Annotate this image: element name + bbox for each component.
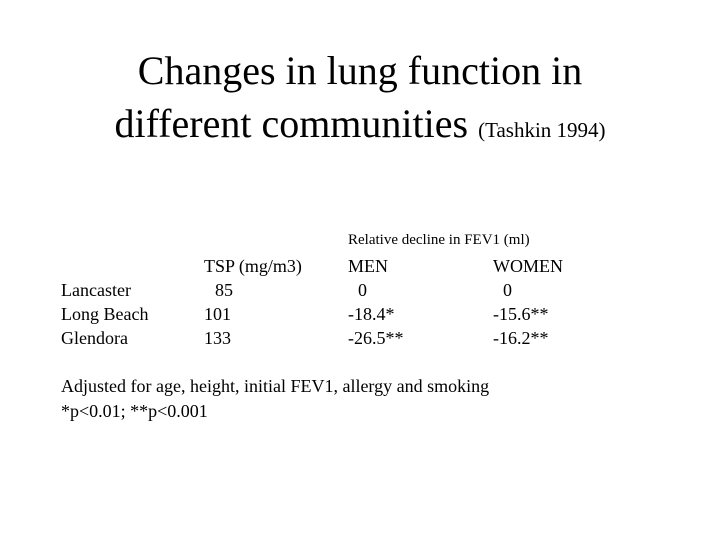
significance-note: *p<0.01; **p<0.001 xyxy=(61,401,208,421)
column-header-men: MEN xyxy=(348,256,388,276)
title-text-1: Changes in lung function in xyxy=(137,48,583,93)
row-tsp-long-beach: 101 xyxy=(204,304,231,324)
row-men-lancaster: 0 xyxy=(358,280,367,300)
title-text-2: different communities xyxy=(114,101,469,146)
row-women-long-beach: -15.6** xyxy=(493,304,549,324)
column-header-tsp: TSP (mg/m3) xyxy=(204,256,302,276)
slide-title-line-2 xyxy=(0,101,720,146)
title-citation: (Tashkin 1994) xyxy=(478,118,606,142)
row-men-glendora: -26.5** xyxy=(348,328,404,348)
row-community-lancaster: Lancaster xyxy=(61,280,131,300)
fev1-group-header: Relative decline in FEV1 (ml) xyxy=(348,232,530,248)
row-community-glendora: Glendora xyxy=(61,328,128,348)
row-tsp-glendora: 133 xyxy=(204,328,231,348)
adjustment-note: Adjusted for age, height, initial FEV1, allergy and smoking xyxy=(61,376,490,396)
row-men-long-beach: -18.4* xyxy=(348,304,395,324)
row-community-long-beach: Long Beach xyxy=(61,304,149,324)
slide-title-line-1 xyxy=(0,48,720,93)
column-header-women: WOMEN xyxy=(493,256,563,276)
row-women-lancaster: 0 xyxy=(503,280,512,300)
row-tsp-lancaster: 85 xyxy=(215,280,233,300)
row-women-glendora: -16.2** xyxy=(493,328,549,348)
